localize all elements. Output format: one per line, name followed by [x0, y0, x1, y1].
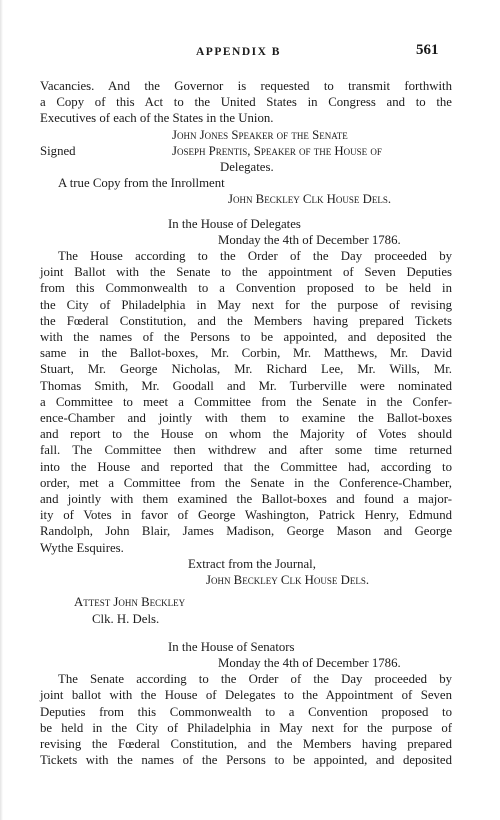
- text-line: order, met a Committee from the Senate in the Conference-Chamber,: [40, 475, 452, 490]
- text-line: Vacancies. And the Governor is requested to transmit forthwith: [40, 79, 452, 93]
- true-copy-line: A true Copy from the Inrollment: [58, 176, 225, 191]
- text-line: same in the Ballot-boxes, Mr. Corbin, Mr. Matthews, Mr. David: [40, 346, 452, 361]
- signature-block: [40, 143, 452, 159]
- text-line: joint ballot with the House of Delegates to the Appointment of Seven: [40, 688, 452, 703]
- text-line: ence-Chamber and jointly with them to examine the Ballot-boxes: [40, 411, 452, 426]
- text-line: Wythe Esquires.: [40, 540, 124, 555]
- running-title: APPENDIX B: [196, 46, 281, 58]
- page-body: [40, 78, 452, 768]
- text-line: Stuart, Mr. George Nicholas, Mr. Richard Lee, Mr. Wills, Mr.: [40, 362, 452, 377]
- text-line: a Committee to meet a Committee from the Senate in the Confer-: [40, 394, 452, 409]
- text-line: with the names of the Persons to be appointed, and deposited the: [40, 330, 452, 345]
- text-line: and jointly with them examined the Ballot-boxes and found a major-: [40, 492, 452, 507]
- signature-text: John Jones Speaker of the Senate: [172, 127, 348, 142]
- text-line: a Copy of this Act to the United States in Congress and to the: [40, 95, 452, 110]
- running-header: [0, 44, 500, 66]
- section-heading-delegates: In the House of Delegates: [168, 216, 301, 231]
- section-heading-senators: In the House of Senators: [168, 639, 295, 654]
- text-line: ity of Votes in favor of George Washington, Patrick Henry, Edmund: [40, 508, 452, 523]
- extract-line: Extract from the Journal,: [188, 556, 316, 571]
- text-line: The Senate according to the Order of the Day proceeded by: [58, 672, 452, 687]
- text-line: Executives of each of the States in the Union.: [40, 111, 274, 126]
- section-date: Monday the 4th of December 1786.: [218, 232, 401, 247]
- signed-label: Signed: [40, 143, 76, 158]
- text-line: be held in the City of Philadelphia in May next for the purpose of: [40, 720, 452, 735]
- page-edge-shadow: [0, 0, 3, 820]
- text-line: from this Commonwealth to a Convention proposed to be held in: [40, 281, 452, 296]
- text-line: fall. The Committee then withdrew and after some time returned: [40, 443, 452, 458]
- page-number: 561: [416, 42, 439, 58]
- signature-jones: [40, 127, 452, 143]
- text-line: revising the Fœderal Constitution, and the Members having prepared: [40, 736, 452, 751]
- text-line: joint Ballot with the Senate to the appointment of Seven Deputies: [40, 265, 452, 280]
- text-line: the Fœderal Constitution, and the Members having prepared Tickets: [40, 313, 452, 328]
- text-line: into the House and reported that the Committee had, according to: [40, 459, 452, 474]
- signature-continuation: Delegates.: [220, 160, 274, 175]
- text-line: and report to the House on whom the Majority of Votes should: [40, 427, 452, 442]
- clerk-signature: John Beckley Clk House Dels.: [228, 192, 392, 207]
- clerk-signature: John Beckley Clk House Dels.: [206, 573, 370, 588]
- text-line: Thomas Smith, Mr. Goodall and Mr. Turberville were nominated: [40, 378, 452, 393]
- text-line: Deputies from this Commonwealth to a Convention proposed to: [40, 704, 452, 719]
- text-line: The House according to the Order of the Day proceeded by: [58, 249, 452, 264]
- text-line: the City of Philadelphia in May next for the purpose of revising: [40, 297, 452, 312]
- signature-prentis: Joseph Prentis, Speaker of the House of: [172, 143, 382, 158]
- text-line: Randolph, John Blair, James Madison, George Mason and George: [40, 524, 452, 539]
- attest-line: Attest John Beckley: [74, 595, 186, 610]
- section-date: Monday the 4th of December 1786.: [218, 655, 401, 670]
- text-line: Tickets with the names of the Persons to be appointed, and deposited: [40, 753, 452, 768]
- attest-title: Clk. H. Dels.: [92, 611, 160, 626]
